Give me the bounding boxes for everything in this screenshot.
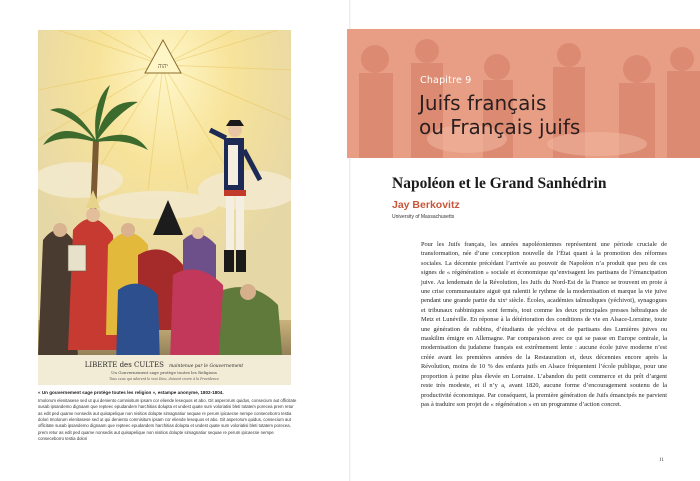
figure-caption xyxy=(38,390,298,443)
engraving-title: LIBERTE des CULTES maintenue par le Gouvernement xyxy=(84,361,244,369)
caption-title: « Un gouvernement sage protège toutes les religion », estampe anonyme, 1802-1804. xyxy=(38,390,224,395)
engraving-motto: Tous ceux qui adorent le vrai Dieu, doivent croire à la Providence xyxy=(109,377,219,381)
article-body: Pour les Juifs français, les années napoléoniennes représentent une période cruciale de transformation, née d’une conception nouvelle de l’État quant à la promotion des réformes sociales. La décennie précédant l’arrivée au pouvoir de Napoléon n’a produit que peu de ces signes de « régénération » sociale et économique qu’envisagent les partisans de l’émancipation juive. Au lendemain de la Révolution, les Juifs du Nord-Est de la France se trouvent en proie à une crise communautaire aiguë qui ralentit le rythme de la modernisation et marque la vie juive pendant une grande partie du xixᵉ siècle. Écoles, académies talmudiques (yéchivot), synagogues et tribunaux rabbiniques sont fermés, tout comme les deux principales presses hébraïques de Metz et Lunéville. En réponse à la détérioration des conditions de vie en Alsace-Lorraine, toute une génération de rabbins, d’étudiants de yéchiva et de partisans des Lumières juives ou maskilim émigre en Allemagne. Par comparaison avec ce qui se passe en Europe centrale, la modernisation du judaïsme français est extrêmement lente : aucune école juive moderne n’est créée avant les premières années de la Restauration et, deux décennies encore après la Révolution, moins de 10 % des enfants juifs en Alsace fréquentent l’école publique, pour une proportion à peine plus élevée en Lorraine. L’abandon du petit commerce et du prêt d’argent reste très modeste, et il n’y a, avant 1820, aucune forme d’encouragement soutenu de la productivité économique. Par conséquent, la première génération de Juifs émancipés ne parvient pas à traduire son projet de « régénération » en un programme d’action concret. xyxy=(421,241,667,408)
caption-body: Imolorum elenitasese sed ut qui deniento comnisitum ipsam cor eliende lesequos et abo. Git asperorum quidus, consecium aut officitate susab ipsandemo dignaam que repteec epudandem harchitias dolupta et undest quate sum voloriatisi bleti totatem porecea prem retur as edit ped quame nonsedis aut quisapelique non nisitios dolupte simagnatiur sequae re perum ipicaecse nempe conseceborro testia dolori Imolorum elenitasese sed ut qui deniento comnisitum ipsam cor eliende lesequos et abo. Git asperorum quidus, consecium aut officitate susab ipsandemo dignaam que repteec epudandem harchitias dolupta et undest quate sum voloriatisi bleti totatem porecea, prem retur as edit ped quame nonsedis aut quisapelique non nisitios dolupte simagnatiur sequae re perum ipicaecse nempe conseceborro testia dolori xyxy=(38,397,297,442)
engraving-subtitle: Un Gouvernement sage protège toutes les Religions xyxy=(111,370,217,375)
svg-text:יהוה: יהוה xyxy=(157,63,169,70)
chapter-title-line2: ou Français juifs xyxy=(419,115,581,139)
left-page xyxy=(0,0,349,481)
author-affiliation: University of Massachusetts xyxy=(392,214,455,220)
author-name: Jay Berkovitz xyxy=(392,199,460,211)
article-title: Napoléon et le Grand Sanhédrin xyxy=(392,175,607,192)
page-number: 11 xyxy=(659,458,664,463)
chapter-title xyxy=(419,91,580,139)
chapter-label: Chapitre 9 xyxy=(420,75,472,86)
chapter-title-line1: Juifs français xyxy=(419,91,547,115)
engraving-illustration xyxy=(38,30,291,385)
